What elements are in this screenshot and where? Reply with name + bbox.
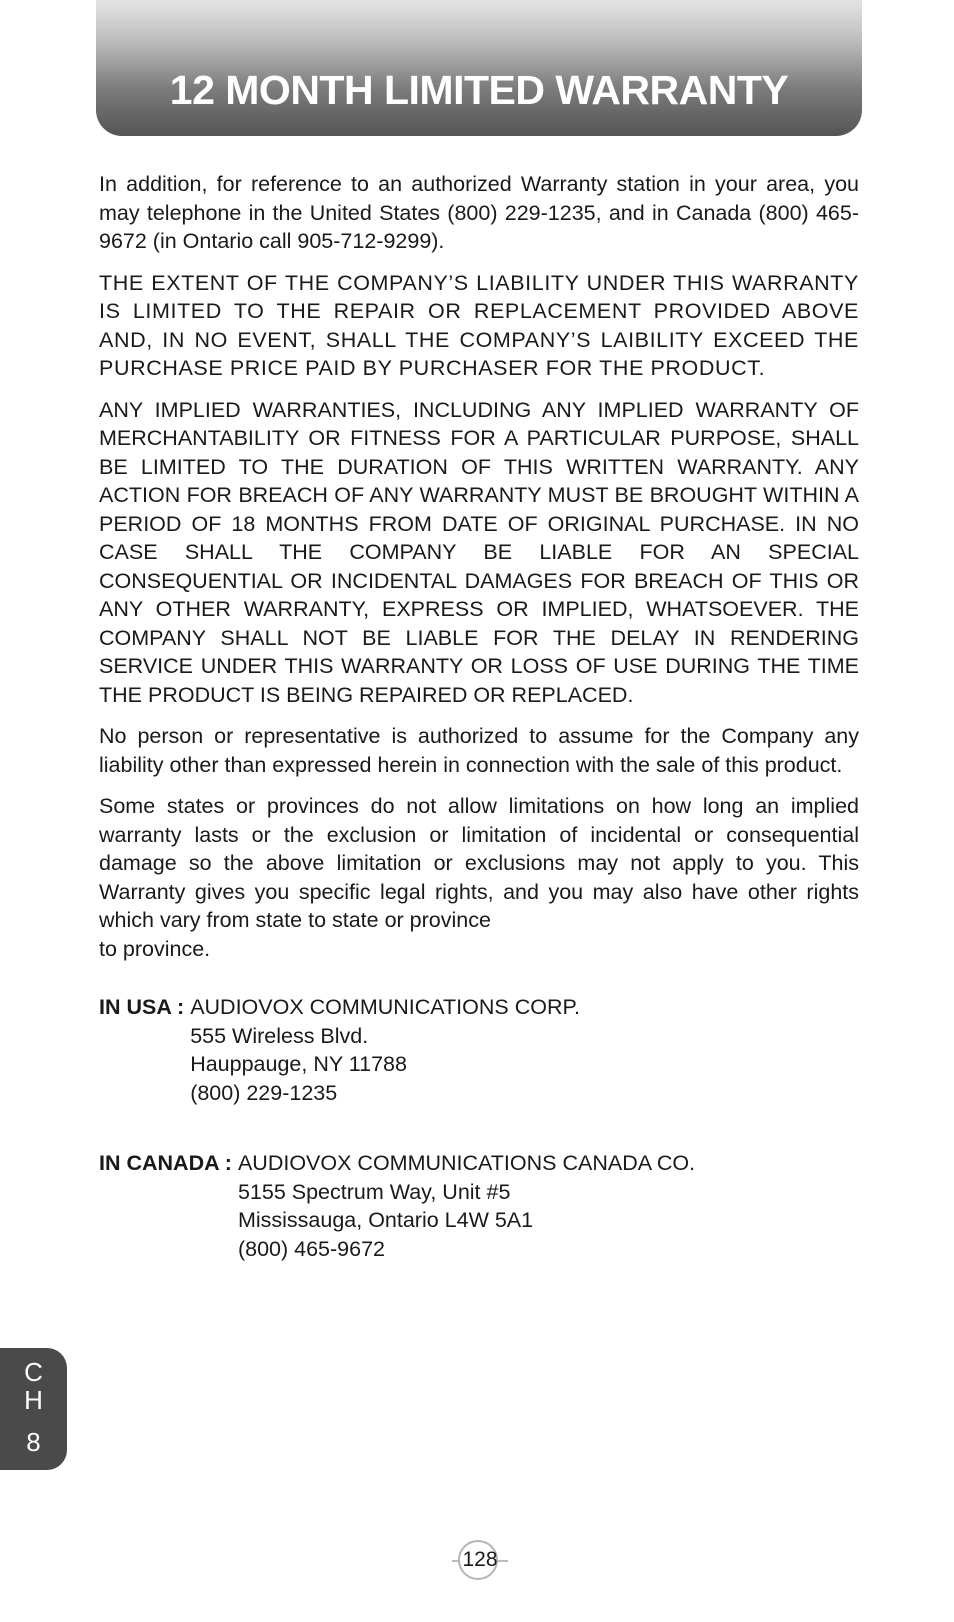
page-title: 12 MONTH LIMITED WARRANTY (169, 67, 789, 113)
paragraph-some-states (99, 792, 859, 963)
paragraph-liability: THE EXTENT OF THE COMPANY’S LIABILITY UNDER THIS WARRANTY IS LIMITED TO THE REPAIR OR REPLACEMENT PROVIDED ABOVE AND, IN NO EVENT, SHALL THE COMPANY’S LAIBILITY EXCEED THE PURCHASE PRICE PAID BY PURCHASER FOR THE PRODUCT. (99, 270, 859, 380)
chapter-tab (0, 1348, 67, 1470)
paragraph-no-person: No person or representative is authorized to assume for the Company any liability other than expressed herein in connection with the sale of this product. (99, 724, 859, 777)
chapter-letters (0, 1348, 67, 1414)
canada-street: 5155 Spectrum Way, Unit #5 (237, 1179, 511, 1204)
chapter-number: 8 (26, 1427, 41, 1457)
paragraph-some-states-text: Some states or provinces do not allow limitations on how long an implied warranty lasts or the exclusion or limitation of incidental or consequential damage so the above limitation or exclusions may not apply to you. This Warranty gives you specific legal rights, and you may also have other rights which vary from state to state or province (99, 794, 859, 932)
paragraph-last-line: to province. (99, 936, 211, 961)
canada-address-lines (238, 1149, 695, 1263)
canada-city: Mississauga, Ontario L4W 5A1 (237, 1208, 534, 1232)
usa-label: IN USA : (99, 995, 191, 1019)
canada-company: AUDIOVOX COMMUNICATIONS CANADA CO. (237, 1151, 696, 1175)
usa-address-lines (190, 993, 580, 1107)
usa-street: 555 Wireless Blvd. (190, 1023, 369, 1048)
header-bar (96, 0, 862, 136)
page-number-badge (452, 1540, 508, 1582)
usa-city: Hauppauge, NY 11788 (190, 1052, 407, 1076)
paragraph-reference: In addition, for reference to an authorized Warranty station in your area, you may telephone in the United States (800) 229-1235, and in Canada (800) 465-9672 (in Ontario call 905-712-9299). (99, 172, 859, 253)
page-number: 128 (462, 1548, 498, 1571)
paragraph-implied-warranties: ANY IMPLIED WARRANTIES, INCLUDING ANY IMPLIED WARRANTY OF MERCHANTABILITY OR FITNESS FOR A PARTICULAR PURPOSE, SHALL BE LIMITED TO THE DURATION OF THIS WRITTEN WARRANTY. ANY ACTION FOR BREACH OF ANY WARRANTY MUST BE BROUGHT WITHIN A PERIOD OF 18 MONTHS FROM DATE OF ORIGINAL PURCHASE. IN NO CASE SHALL THE COMPANY BE LIABLE FOR AN SPECIAL CONSEQUENTIAL OR INCIDENTAL DAMAGES FOR BREACH OF THIS OR ANY OTHER WARRANTY, EXPRESS OR IMPLIED, WHATSOEVER. THE COMPANY SHALL NOT BE LIABLE FOR THE DELAY IN RENDERING SERVICE UNDER THIS WARRANTY OR LOSS OF USE DURING THE TIME THE PRODUCT IS BEING REPAIRED OR REPLACED. (99, 397, 859, 707)
usa-address (99, 993, 859, 1107)
chapter-letter-c: C (24, 1357, 43, 1387)
canada-address (99, 1149, 859, 1263)
usa-phone: (800) 229-1235 (190, 1080, 338, 1105)
chapter-letter-h: H (24, 1385, 43, 1415)
usa-company: AUDIOVOX COMMUNICATIONS CORP. (190, 995, 581, 1019)
canada-phone: (800) 465-9672 (237, 1236, 385, 1261)
warranty-content (99, 170, 859, 1263)
canada-label: IN CANADA : (99, 1151, 238, 1175)
